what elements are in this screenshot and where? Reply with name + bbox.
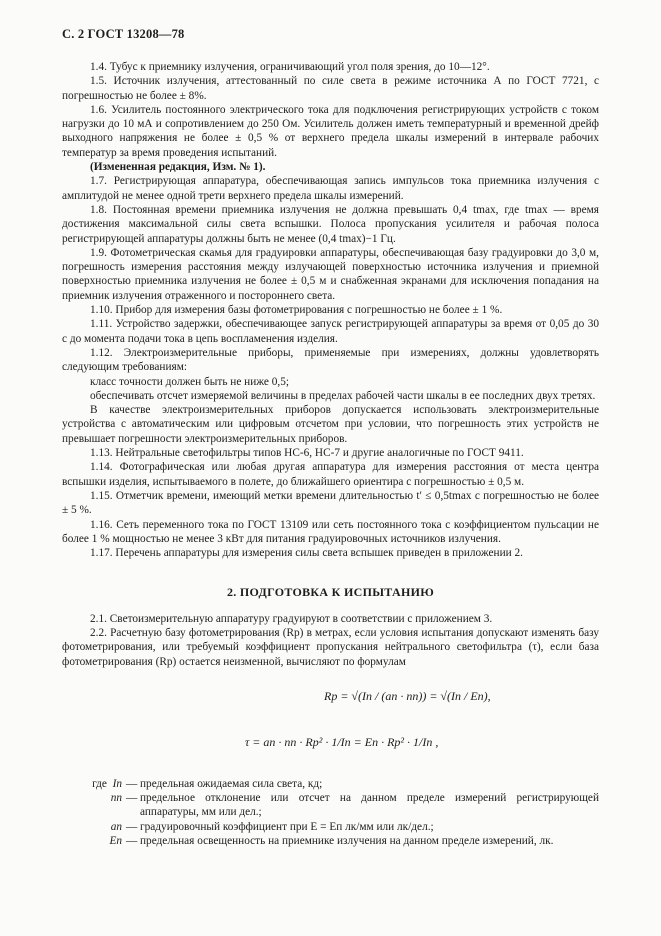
paragraph-1-10: 1.10. Прибор для измерения базы фотометрирования с погрешностью не более ± 1 %. — [90, 304, 503, 317]
paragraph-2-2: 2.2. Расчетную базу фотометрирования (Rр) в метрах, если условия испытания допускают изменять базу фотометрирования, или требуемый коэффициент пропускания нейтрального светофильтра (τ), если база фотометрирования (Rр) остается неизменной, вычисляют по формулам — [62, 626, 599, 668]
definition-symbol: Eп — [109, 835, 122, 848]
definition-text: предельная освещенность на приемнике излучения на данном пределе измерений, лк. — [140, 835, 554, 848]
definition-row: aп — градуировочный коэффициент при E = Eп лк/мм или лк/дел.; — [62, 820, 599, 834]
formula-base: Rр = √(Iп / (aп · nп)) = √(Iп / Eп), — [324, 688, 491, 703]
requirement-item: обеспечивать отсчет измеряемой величины в пределах рабочей части шкалы в ее последних двух третях. — [90, 389, 596, 402]
paragraph-1-14: 1.14. Фотографическая или любая другая аппаратура для измерения расстояния от места центра вспышки изделия, испытываемого в полете, до ближайшего ориентира с погрешностью ± 0,5 м. — [62, 461, 599, 488]
definition-text: предельная ожидаемая сила света, кд; — [140, 777, 323, 790]
paragraph-1-5: 1.5. Источник излучения, аттестованный по силе света в режиме источника А по ГОСТ 7721, с погрешностью не более ± 8%. — [62, 75, 599, 102]
section-title: 2. ПОДГОТОВКА К ИСПЫТАНИЮ — [226, 585, 435, 600]
paragraph-2-1: 2.1. Светоизмерительную аппаратуру градуируют в соответствии с приложением 3. — [90, 612, 493, 625]
formula-transmittance: τ = aп · nп · Rр² · 1/Iп = Eп · Rр² · 1/Iп , — [245, 734, 439, 749]
definition-text: предельное отклонение или отсчет на данном пределе измерений регистрирующей аппаратуры, мм или дел.; — [140, 792, 599, 819]
page-header: С. 2 ГОСТ 13208—78 — [62, 27, 185, 41]
requirement-item: класс точности должен быть не ниже 0,5; — [90, 375, 290, 388]
paragraph-1-16: 1.16. Сеть переменного тока по ГОСТ 13109 или сеть постоянного тока с коэффициентом пульсации не более 1 % мощностью не менее 3 кВт для питания градуировочных источников излучения. — [62, 518, 599, 545]
definition-row: nп — предельное отклонение или отсчет на данном пределе измерений регистрирующей аппаратуры, мм или дел.; — [62, 791, 599, 820]
definition-row: Eп — предельная освещенность на приемнике излучения на данном пределе измерений, лк. — [62, 834, 599, 848]
definition-text: градуировочный коэффициент при E = Eп лк/мм или лк/дел.; — [140, 820, 434, 833]
paragraph-1-6: 1.6. Усилитель постоянного электрического тока для подключения регистрирующих устройств с током нагрузки до 10 мА и сопротивлением до 250 Ом. Усилитель должен иметь температурный и временной дрейф выходного напряжения не более ± 0,5 % от верхнего предела шкалы измерений в интервале рабочих температур за время проведения испытаний. — [62, 103, 599, 159]
paragraph-1-4: 1.4. Тубус к приемнику излучения, ограничивающий угол поля зрения, до 10—12°. — [90, 61, 490, 73]
paragraph-1-17: 1.17. Перечень аппаратуры для измерения силы света вспышек приведен в приложении 2. — [90, 547, 523, 560]
paragraph-1-15: 1.15. Отметчик времени, имеющий метки времени длительностью t′ ≤ 0,5tmax с погрешностью не более ± 5 %. — [62, 489, 599, 517]
paragraph-1-11: 1.11. Устройство задержки, обеспечивающее запуск регистрирующей аппаратуры за время от 0,05 до 30 с до момента подачи тока в цепь воспламенения изделия. — [62, 318, 599, 345]
formulas — [62, 677, 599, 767]
definition-row: где Iп — предельная ожидаемая сила света, кд; — [62, 777, 599, 791]
paragraph-1-7: 1.7. Регистрирующая аппаратура, обеспечивающая запись импульсов тока приемника излучения с амплитудой не менее одной трети верхнего предела шкалы измерений. — [62, 175, 599, 202]
paragraph-1-13: 1.13. Нейтральные светофильтры типов НС-6, НС-7 и другие аналогичные по ГОСТ 9411. — [90, 447, 524, 460]
where-label: где Iп — [92, 777, 122, 790]
paragraph-1-12: 1.12. Электроизмерительные приборы, применяемые при измерениях, должны удовлетворять следующим требованиям: — [62, 346, 599, 374]
definitions-list — [62, 777, 599, 848]
definition-symbol: nп — [110, 792, 122, 805]
paragraph-note: В качестве электроизмерительных приборов допускается использовать электроизмерительные устройства с автоматическим или цифровым отсчетом при условии, что погрешность этих устройств не превышает погрешности электроизмерительных приборов. — [62, 404, 599, 445]
document-body — [62, 60, 599, 848]
paragraph-1-8: 1.8. Постоянная времени приемника излучения не должна превышать 0,4 tmax, где tmax — время достижения максимальной силы света вспышки. Полоса пропускания усилителя и рабочая полоса регистрирующей аппаратуры должны быть не менее (0,4 tmax)−1 Гц. — [62, 203, 599, 245]
definition-symbol: aп — [110, 820, 122, 833]
paragraph-1-9: 1.9. Фотометрическая скамья для градуировки аппаратуры, обеспечивающая базу градуировки до 3,0 м, погрешность измерения расстояния между излучающей поверхностью источника излучения и приемной поверхностью приемника излучения не более ± 0,5 м и снабженная экранами для исключения попадания на приемник излучения отраженного и постороннего света. — [62, 246, 599, 302]
amendment-note: (Измененная редакция, Изм. № 1). — [90, 161, 266, 174]
